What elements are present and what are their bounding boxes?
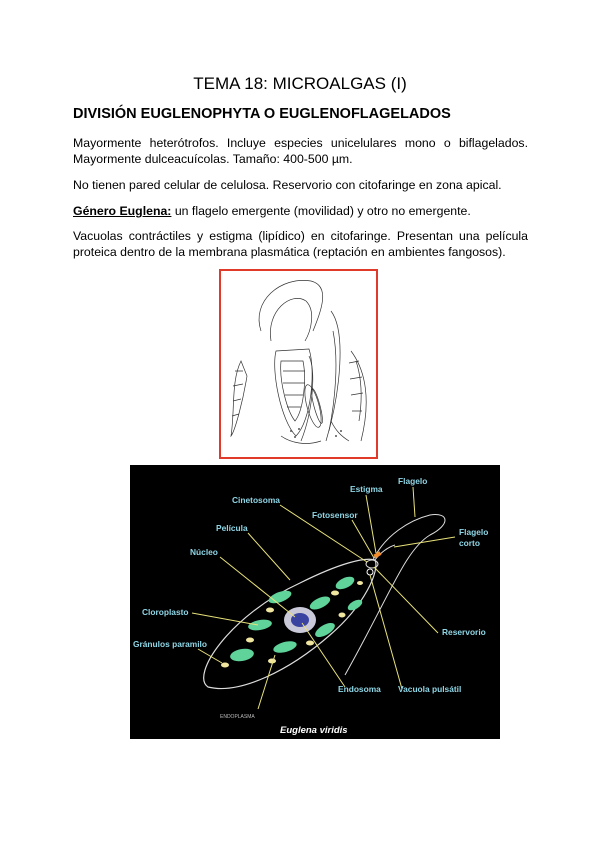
section-heading: DIVISIÓN EUGLENOPHYTA O EUGLENOFLAGELADOS: [73, 106, 451, 122]
paragraph-general: Mayormente heterótrofos. Incluye especies unicelulares mono o biflagelados. Mayormente dulceacuícolas. Tamaño: 400-500 µm.: [73, 136, 528, 166]
label-flagelo-corto-2: corto: [459, 538, 480, 548]
label-flagelo-corto-1: Flagelo: [459, 527, 489, 537]
page-title: TEMA 18: MICROALGAS (I): [193, 74, 407, 93]
paragraph-vacuoles: Vacuolas contráctiles y estigma (lipídico) en citofaringe. Presentan una película proteica dentro de la membrana plasmática (reptación en ambientes fangosos).: [73, 229, 528, 259]
genus-label: Género Euglena:: [73, 204, 172, 218]
paragraph-cell-wall: No tienen pared celular de celulosa. Reservorio con citofaringe en zona apical.: [73, 178, 502, 192]
euglena-sketch-drawing: [221, 271, 376, 457]
euglena-viridis-drawing: [130, 465, 500, 739]
euglena-viridis-diagram: [130, 465, 500, 739]
endosome-shape: [291, 613, 309, 627]
figure-caption: Euglena viridis: [280, 725, 348, 736]
paragraph-genus: [73, 203, 528, 219]
label-reservorio: Reservorio: [442, 627, 486, 637]
label-pelicula: Película: [216, 523, 248, 533]
euglena-sketch-figure: [219, 269, 378, 459]
label-estigma: Estigma: [350, 484, 383, 494]
label-fotosensor: Fotosensor: [312, 510, 358, 520]
label-endosoma: Endosoma: [338, 684, 381, 694]
pulsatile-vacuole-shape: [367, 569, 373, 575]
label-flagelo: Flagelo: [398, 476, 428, 486]
label-cinetosoma: Cinetosoma: [232, 495, 280, 505]
label-vacuola-pulsatil: Vacuola pulsátil: [398, 684, 462, 694]
flagellum: [345, 515, 445, 675]
label-cloroplasto: Cloroplasto: [142, 607, 189, 617]
label-endoplasma: ENDOPLASMA: [220, 714, 255, 720]
label-granulos-paramilo: Gránulos paramilo: [133, 639, 207, 649]
label-nucleo: Núcleo: [190, 547, 218, 557]
genus-text: un flagelo emergente (movilidad) y otro no emergente.: [171, 204, 471, 218]
